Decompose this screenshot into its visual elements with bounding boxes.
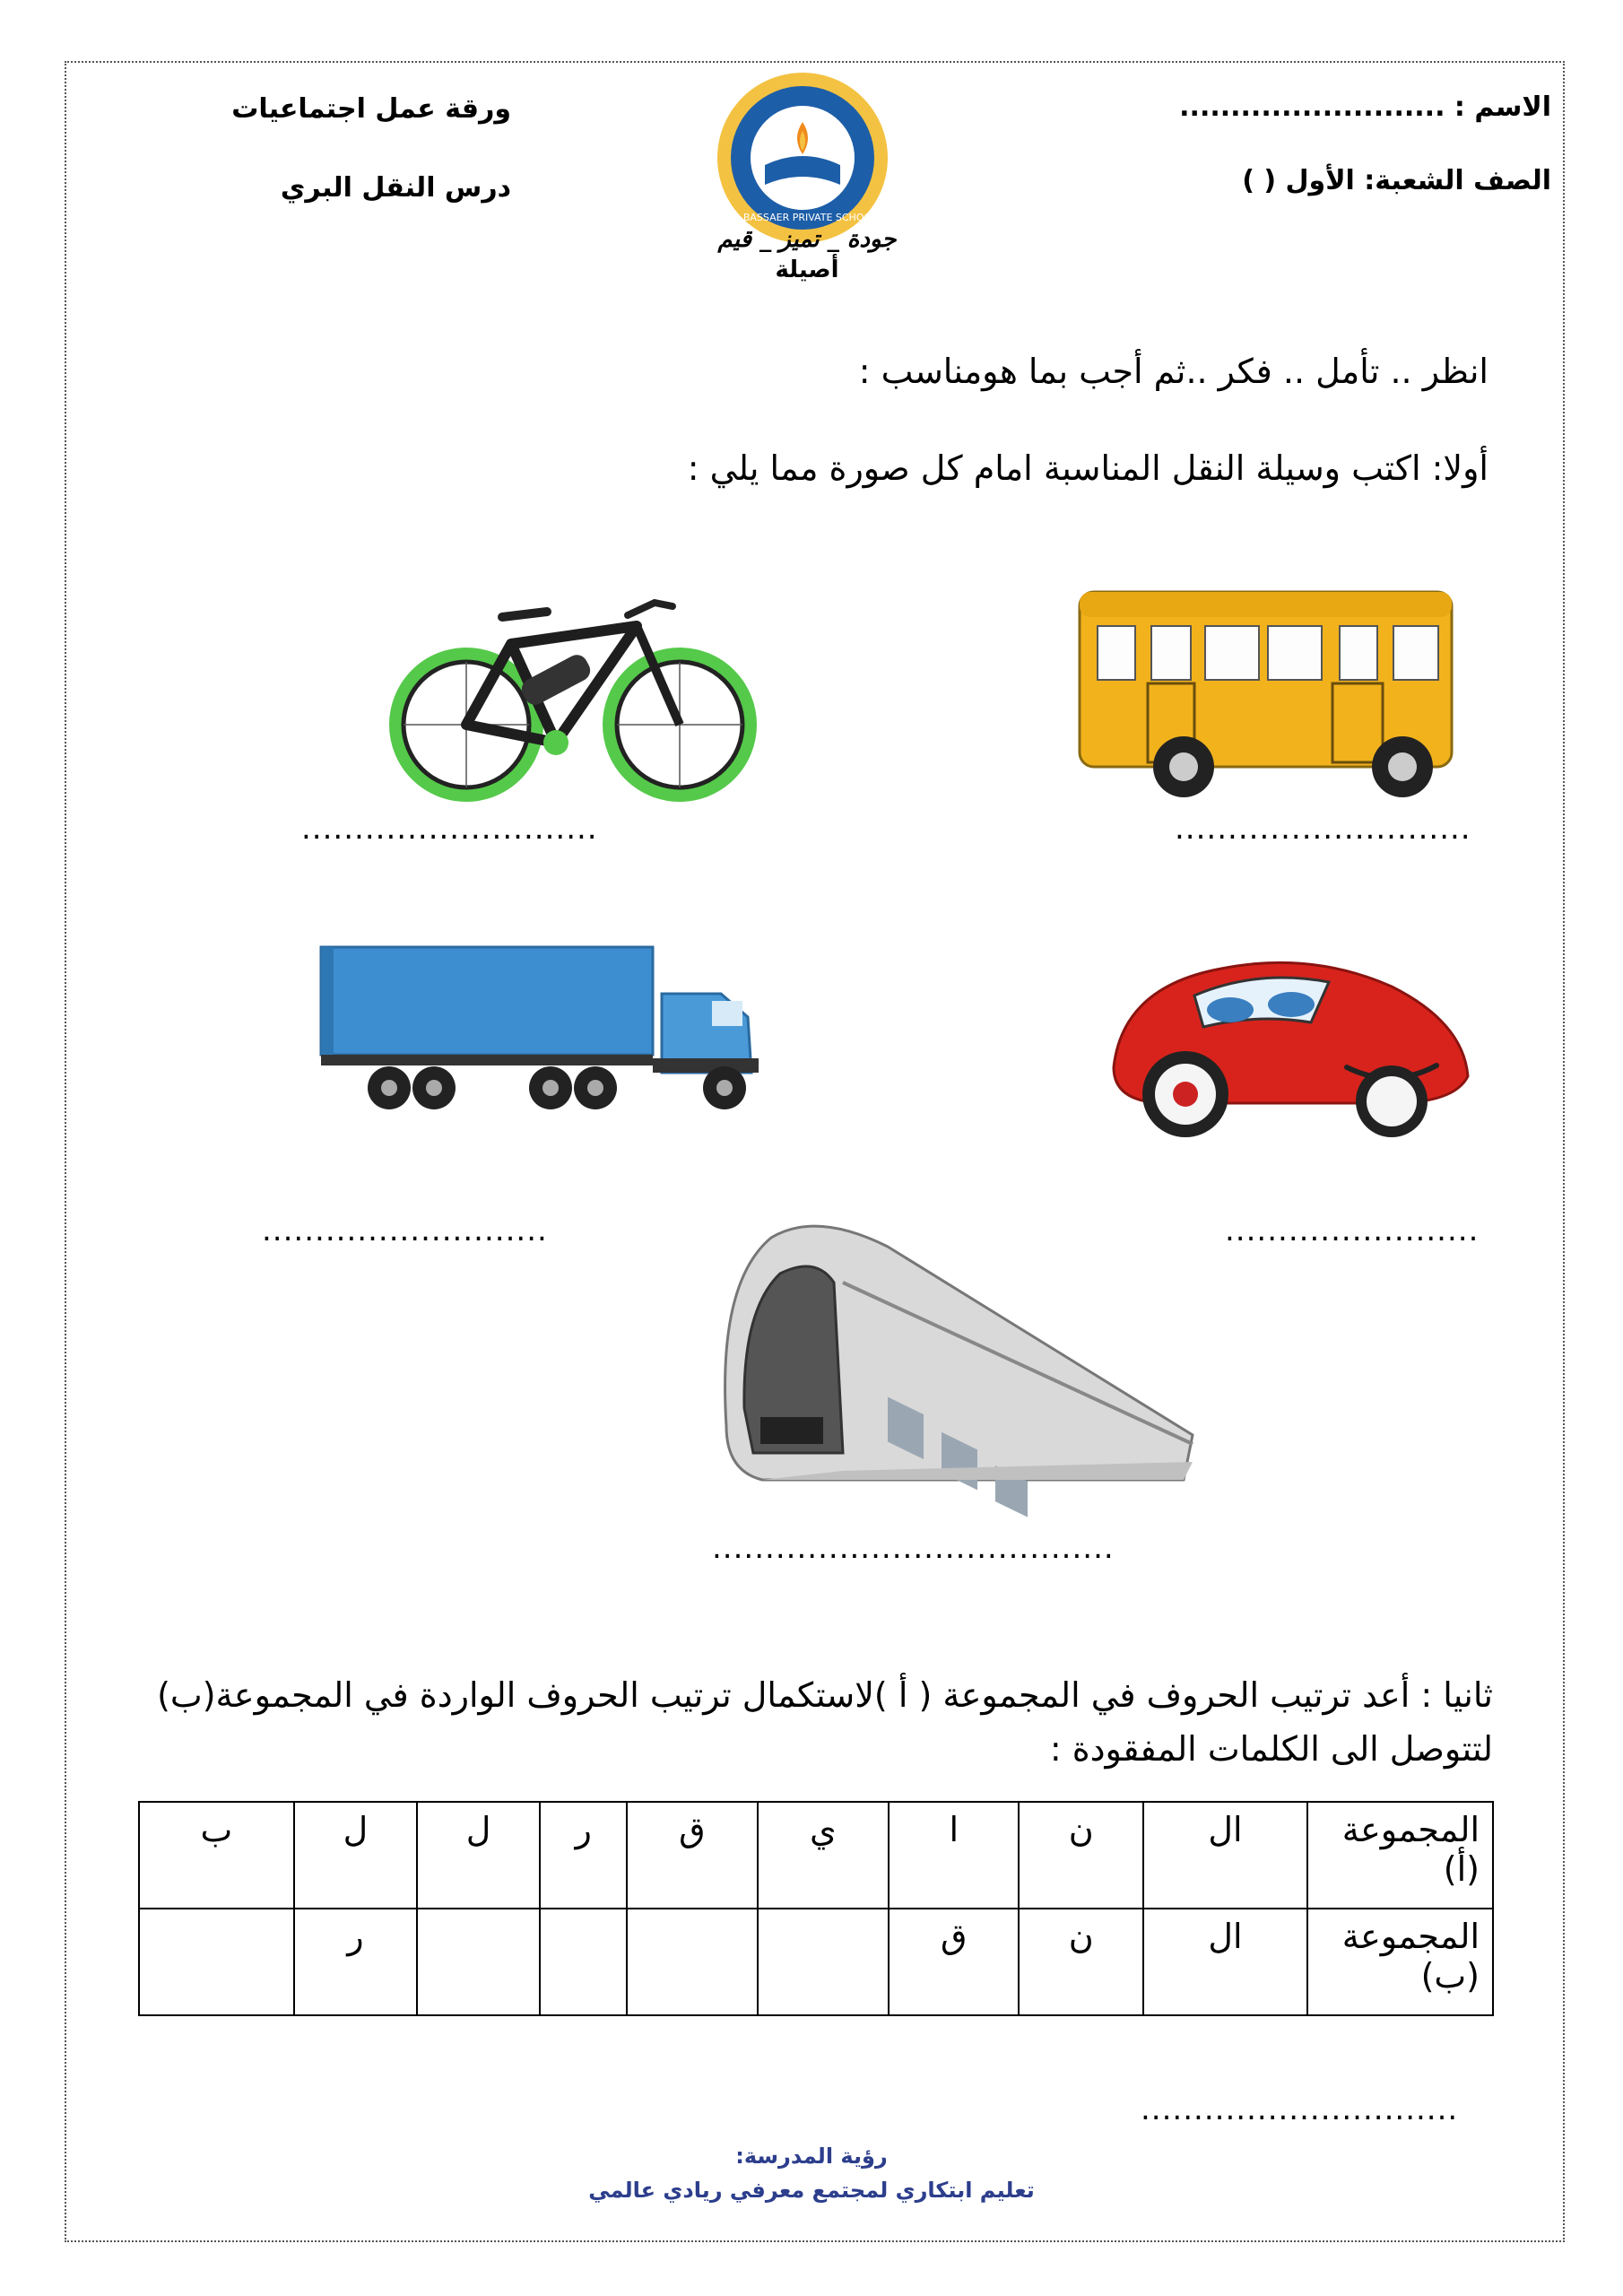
row-a-cell: ا [889, 1802, 1019, 1909]
school-logo-text: AL BASSAER PRIVATE SCHOOL [727, 212, 878, 223]
row-b-cell[interactable] [758, 1909, 890, 2015]
table-row-group-a [139, 1802, 1493, 1909]
row-b-cell[interactable]: ال [1143, 1909, 1307, 2015]
train-answer-line[interactable]: ...................................... [712, 1530, 1115, 1566]
car-image [1096, 933, 1481, 1148]
train-image [708, 1211, 1211, 1498]
table-row-group-b [139, 1909, 1493, 2015]
truck-image [317, 940, 762, 1119]
school-slogan-line1: جودة _ تميز _ قيم [717, 226, 897, 253]
bicycle-answer-line[interactable]: ............................ [301, 811, 598, 847]
second-instruction-line2: لتتوصل الى الكلمات المفقودة : [1049, 1729, 1493, 1769]
school-vision-title: رؤية المدرسة: [735, 2144, 888, 2169]
sheet-title: ورقة عمل اجتماعيات [231, 93, 511, 125]
row-b-cell[interactable] [627, 1909, 757, 2015]
car-answer-line[interactable]: ........................ [1225, 1213, 1480, 1248]
row-a-cell: ن [1019, 1802, 1143, 1909]
row-a-cell: ل [294, 1802, 417, 1909]
row-a-cell: ي [758, 1802, 890, 1909]
second-instruction-line1: ثانيا : أعد ترتيب الحروف في المجموعة ( أ )لاستكمال ترتيب الحروف الواردة في المجموعة(ب) [157, 1675, 1493, 1715]
class-label: الصف الشعبة: الأول ( ) [1242, 165, 1551, 196]
row-b-cell[interactable]: ر [294, 1909, 417, 2015]
intro-instruction: انظر .. تأمل .. فكر ..ثم أجب بما هومناسب : [858, 352, 1488, 391]
school-slogan-line2: أصيلة [775, 257, 839, 283]
first-instruction: أولا: اكتب وسيلة النقل المناسبة امام كل صورة مما يلي : [687, 448, 1488, 488]
row-a-cell: ق [627, 1802, 757, 1909]
row-a-label: المجموعة (أ) [1307, 1802, 1493, 1909]
bottom-answer-line[interactable]: .............................. [1141, 2092, 1459, 2127]
bus-image [1071, 583, 1465, 816]
row-b-cell[interactable]: ن [1019, 1909, 1143, 2015]
row-b-cell[interactable] [139, 1909, 294, 2015]
row-a-cell: ر [540, 1802, 627, 1909]
row-b-label: المجموعة (ب) [1307, 1909, 1493, 2015]
letters-table [138, 1801, 1494, 2016]
bus-answer-line[interactable]: ............................ [1175, 811, 1471, 847]
school-vision-text: تعليم ابتكاري لمجتمع معرفي ريادي عالمي [588, 2178, 1035, 2203]
row-a-cell: ال [1143, 1802, 1307, 1909]
row-a-cell: ل [417, 1802, 540, 1909]
row-b-cell[interactable]: ق [889, 1909, 1019, 2015]
lesson-title: درس النقل البري [280, 172, 511, 204]
truck-answer-line[interactable]: ........................... [262, 1213, 548, 1248]
name-label: الاسم : .......................... [1179, 91, 1551, 123]
bicycle-image [377, 590, 771, 805]
school-logo [713, 68, 892, 248]
row-a-cell: ب [139, 1802, 294, 1909]
row-b-cell[interactable] [540, 1909, 627, 2015]
row-b-cell[interactable] [417, 1909, 540, 2015]
